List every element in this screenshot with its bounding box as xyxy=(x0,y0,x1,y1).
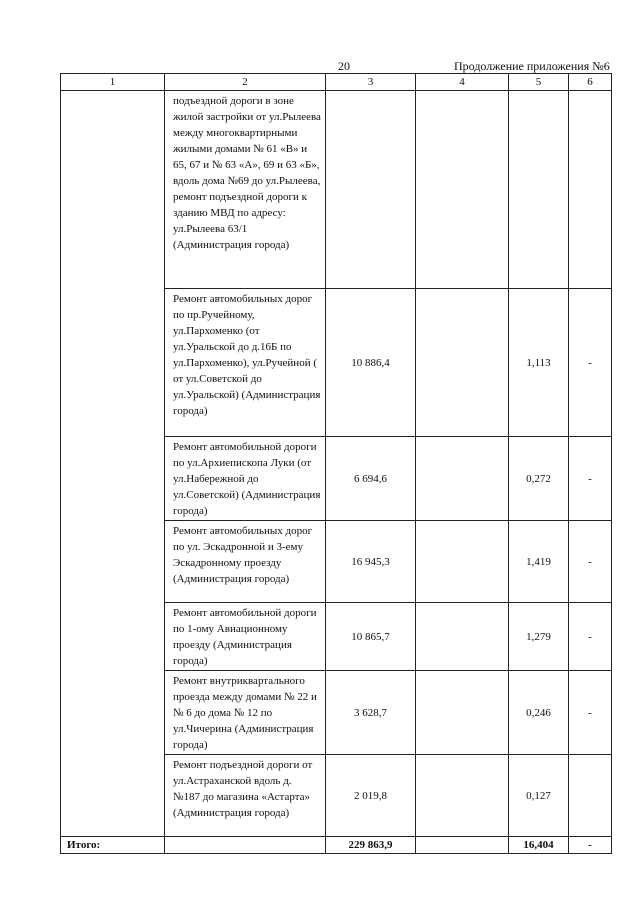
row-description: Ремонт автомобильной дороги по 1-ому Авиационному проезду (Администрация города) xyxy=(165,603,326,671)
total-col6: - xyxy=(569,837,612,854)
appendix-label: Продолжение приложения №6 xyxy=(454,59,610,73)
total-col3: 229 863,9 xyxy=(326,837,416,854)
row-col5: 1,419 xyxy=(509,521,569,603)
row-col5 xyxy=(509,91,569,289)
row-col6: - xyxy=(569,603,612,671)
row-col6 xyxy=(569,91,612,289)
column-1-merged-cell xyxy=(61,91,165,837)
total-col5: 16,404 xyxy=(509,837,569,854)
column-header: 4 xyxy=(416,74,509,91)
row-description: Ремонт внутриквартального проезда между домами № 22 и № 6 до дома № 12 по ул.Чичерина (Администрация города) xyxy=(165,671,326,755)
table-row xyxy=(61,91,612,289)
row-col5: 0,127 xyxy=(509,755,569,837)
column-header: 6 xyxy=(569,74,612,91)
row-col4 xyxy=(416,437,509,521)
column-header: 2 xyxy=(165,74,326,91)
row-description: Ремонт автомобильных дорог по пр.Ручейному, ул.Пархоменко (от ул.Уральской до д.16Б по ул.Пархоменко), ул.Ручейной ( от ул.Советской до ул.Уральской) (Администрация города) xyxy=(165,289,326,437)
column-header: 3 xyxy=(326,74,416,91)
total-row xyxy=(61,837,612,854)
row-col4 xyxy=(416,603,509,671)
row-col4 xyxy=(416,755,509,837)
total-col2 xyxy=(165,837,326,854)
row-col5: 0,272 xyxy=(509,437,569,521)
row-description: Ремонт автомобильных дорог по ул. Эскадронной и 3-ему Эскадронному проезду (Администрация города) xyxy=(165,521,326,603)
column-header: 5 xyxy=(509,74,569,91)
table-header-row xyxy=(61,74,612,91)
row-col4 xyxy=(416,289,509,437)
appendix-table xyxy=(60,73,612,854)
column-header: 1 xyxy=(61,74,165,91)
row-col3: 10 886,4 xyxy=(326,289,416,437)
row-col6 xyxy=(569,755,612,837)
row-col4 xyxy=(416,671,509,755)
row-col3: 2 019,8 xyxy=(326,755,416,837)
page-number: 20 xyxy=(338,59,350,73)
row-col5: 1,279 xyxy=(509,603,569,671)
row-col5: 1,113 xyxy=(509,289,569,437)
row-col4 xyxy=(416,521,509,603)
total-label: Итого: xyxy=(61,837,165,854)
row-col3: 10 865,7 xyxy=(326,603,416,671)
row-col3: 16 945,3 xyxy=(326,521,416,603)
row-description: подъездной дороги в зоне жилой застройки от ул.Рылеева между многоквартирными жилыми домами № 61 «В» и 65, 67 и № 63 «А», 69 и 63 «Б», вдоль дома №69 до ул.Рылеева, ремонт подъездной дороги к зданию МВД по адресу: ул.Рылеева 63/1 (Администрация города) xyxy=(165,91,326,289)
row-col3: 3 628,7 xyxy=(326,671,416,755)
row-col3 xyxy=(326,91,416,289)
row-col6: - xyxy=(569,671,612,755)
total-col4 xyxy=(416,837,509,854)
row-col6: - xyxy=(569,521,612,603)
row-col6: - xyxy=(569,289,612,437)
row-col3: 6 694,6 xyxy=(326,437,416,521)
row-description: Ремонт подъездной дороги от ул.Астраханской вдоль д. №187 до магазина «Астарта» (Администрация города) xyxy=(165,755,326,837)
row-description: Ремонт автомобильной дороги по ул.Архиепископа Луки (от ул.Набережной до ул.Советской) (Администрация города) xyxy=(165,437,326,521)
row-col6: - xyxy=(569,437,612,521)
row-col5: 0,246 xyxy=(509,671,569,755)
row-col4 xyxy=(416,91,509,289)
